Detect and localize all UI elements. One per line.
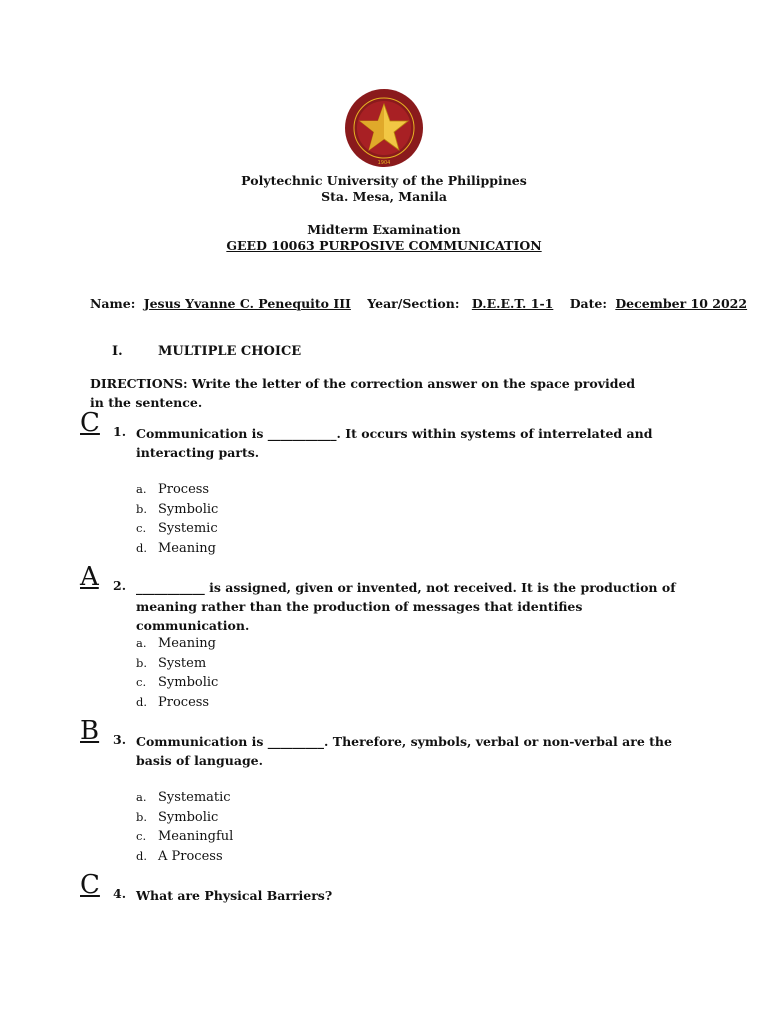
name-label: Name: bbox=[90, 296, 136, 311]
section-heading: I. MULTIPLE CHOICE bbox=[112, 344, 302, 359]
answer-mark: C bbox=[80, 870, 100, 900]
question-text: Communication is ___________. It occurs within systems of interrelated and interacting parts. bbox=[136, 426, 653, 460]
question-text: ___________ is assigned, given or invented, not received. It is the production of meaning rather than the production of messages that identifies communication. bbox=[136, 580, 676, 633]
option-list bbox=[136, 480, 218, 558]
seal-year: 1904 bbox=[377, 160, 391, 166]
option-c: c. Meaningful bbox=[136, 829, 234, 844]
option-a: a. Systematic bbox=[136, 790, 231, 805]
option-d: d. A Process bbox=[136, 848, 223, 864]
option-b: b. Symbolic bbox=[136, 809, 219, 825]
university-name: Polytechnic University of the Philippines bbox=[241, 173, 527, 188]
option-list bbox=[136, 634, 218, 712]
option-c: c. Symbolic bbox=[136, 675, 219, 690]
question-text: Communication is _________. Therefore, symbols, verbal or non-verbal are the basis of language. bbox=[136, 734, 672, 768]
option-list bbox=[136, 788, 233, 866]
date-value: December 10 2022 bbox=[615, 296, 748, 311]
answer-mark: B bbox=[80, 716, 100, 746]
option-b: b. System bbox=[136, 655, 207, 671]
question-text: What are Physical Barriers? bbox=[136, 888, 333, 903]
option-a: a. Meaning bbox=[136, 636, 216, 651]
pup-seal-icon bbox=[344, 88, 424, 168]
exam-title: Midterm Examination bbox=[307, 222, 461, 237]
option-a: a. Process bbox=[136, 482, 210, 497]
option-c: c. Systemic bbox=[136, 521, 218, 536]
question-number: 3. bbox=[113, 732, 127, 747]
name-value: Jesus Yvanne C. Penequito III bbox=[143, 296, 351, 311]
option-d: d. Process bbox=[136, 694, 210, 710]
campus-location: Sta. Mesa, Manila bbox=[321, 189, 447, 204]
answer-mark: A bbox=[80, 562, 99, 592]
directions: DIRECTIONS: Write the letter of the correction answer on the space provided in the sentence. bbox=[90, 376, 636, 410]
section-label: Year/Section: bbox=[367, 296, 460, 311]
answer-mark: C bbox=[80, 408, 100, 438]
course-title: GEED 10063 PURPOSIVE COMMUNICATION bbox=[226, 238, 542, 253]
question-number: 2. bbox=[113, 578, 127, 593]
question-number: 1. bbox=[113, 424, 127, 439]
student-info bbox=[90, 296, 751, 311]
question-number: 4. bbox=[113, 886, 127, 901]
section-value: D.E.E.T. 1-1 bbox=[471, 296, 554, 311]
date-label: Date: bbox=[569, 296, 607, 311]
option-d: d. Meaning bbox=[136, 540, 216, 556]
option-b: b. Symbolic bbox=[136, 501, 219, 517]
